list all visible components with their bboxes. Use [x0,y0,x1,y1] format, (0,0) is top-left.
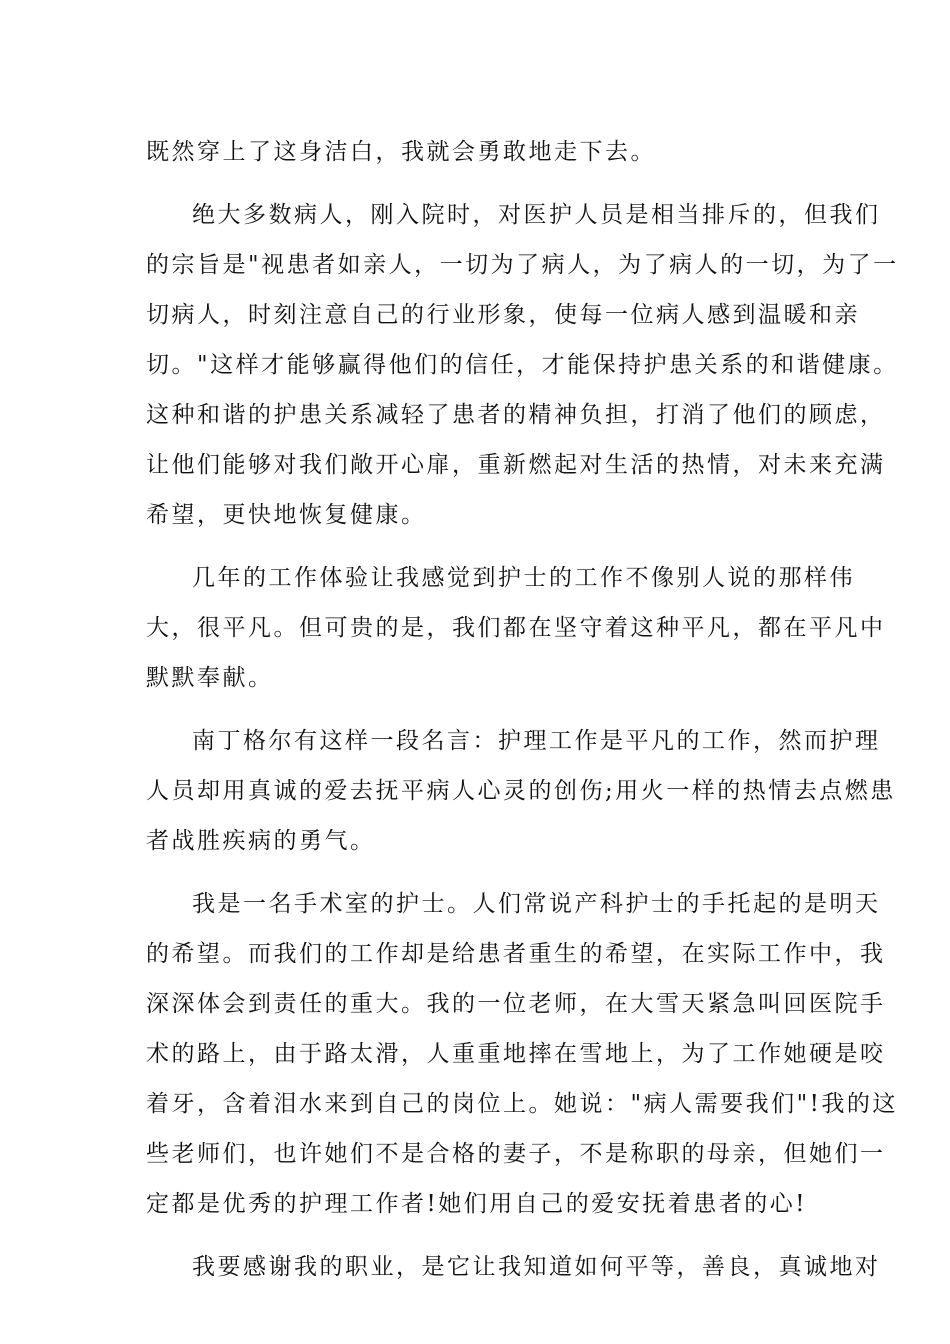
paragraph [146,716,896,866]
text-line: 大，很平凡。但可贵的是，我们都在坚守着这种平凡，都在平凡中 [146,615,886,641]
text-line: 术的路上，由于路太滑，人重重地摔在雪地上，为了工作她硬是咬 [146,1041,886,1067]
text-line: 的宗旨是"视患者如亲人，一切为了病人，为了病人的一切，为了一 [146,252,899,278]
text-line: 些老师们，也许她们不是合格的妻子，不是称职的母亲，但她们一 [146,1141,886,1167]
text-line: 定都是优秀的护理工作者!她们用自己的爱安抚着患者的心! [146,1191,807,1217]
text-line: 我是一名手术室的护士。人们常说产科护士的手托起的是明天 [192,891,881,917]
text-line: 让他们能够对我们敞开心扉，重新燃起对生活的热情，对未来充满 [146,452,886,478]
text-line: 希望，更快地恢复健康。 [146,502,427,528]
text-line: 着牙，含着泪水来到自己的岗位上。她说："病人需要我们"!我的这 [146,1091,898,1117]
text-line: 深深体会到责任的重大。我的一位老师，在大雪天紧急叫回医院手 [146,991,886,1017]
paragraph [146,190,899,540]
text-line: 我要感谢我的职业，是它让我知道如何平等，善良，真诚地对 [192,1254,881,1280]
text-line: 既然穿上了这身洁白，我就会勇敢地走下去。 [146,139,656,165]
text-line: 者战胜疾病的勇气。 [146,828,376,854]
paragraph [146,1242,881,1292]
text-line: 几年的工作体验让我感觉到护士的工作不像别人说的那样伟 [192,565,855,591]
paragraph [146,553,886,703]
text-line: 默默奉献。 [146,665,274,691]
text-line: 切病人，时刻注意自己的行业形象，使每一位病人感到温暖和亲 [146,302,860,328]
text-line: 的希望。而我们的工作却是给患者重生的希望，在实际工作中，我 [146,941,886,967]
text-line: 这种和谐的护患关系减轻了患者的精神负担，打消了他们的顾虑， [146,402,886,428]
paragraph [146,127,811,177]
document-body [146,127,899,1292]
paragraph [146,879,898,1229]
text-line: 切。"这样才能够赢得他们的信任，才能保持护患关系的和谐健康。 [146,352,899,378]
text-line: 南丁格尔有这样一段名言：护理工作是平凡的工作，然而护理 [192,728,881,754]
text-line: 绝大多数病人，刚入院时，对医护人员是相当排斥的，但我们 [192,202,881,228]
text-line: 人员却用真诚的爱去抚平病人心灵的创伤;用火一样的热情去点燃患 [146,778,896,804]
